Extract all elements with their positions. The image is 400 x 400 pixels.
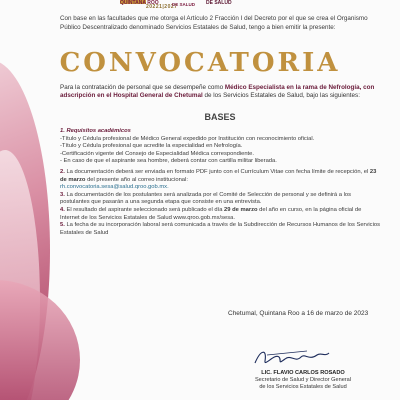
email-link[interactable]: rh.convocatoria.sesa@salud.qroo.gob.mx. [60, 184, 169, 191]
point-number: 3. [60, 191, 65, 198]
point-text: del año en curso, en la página oficial de Internet de los Servicios Estatales de Salud www.qroo.gob.mx/sesa. [60, 206, 362, 221]
requirement-item: - En caso de que el aspirante sea hombre, deberá contar con cartilla militar liberada. [60, 158, 277, 165]
point-text: El resultado del aspirante seleccionado será publicado el día [64, 206, 225, 213]
requirement-item: -Título y Cédula profesional que acredite la especialidad en Nefrología. [60, 143, 243, 150]
logo-years: 20221|2027 [146, 4, 178, 10]
signer-name: LIC. FLAVIO CARLOS ROSADO [261, 370, 345, 376]
point-item [60, 169, 382, 192]
purpose-pre: Para la contratación de personal que se desempeñe como [60, 84, 225, 91]
logo-sub: DE SALUD [172, 2, 196, 7]
bases-heading: BASES [204, 112, 236, 122]
requirement-item: -Certificación vigente del Consejo de Especialidad Médica correspondiente. [60, 150, 254, 157]
requirements-heading: 1. Requisitos académicos [60, 128, 131, 134]
signature-image [247, 343, 337, 371]
page-title: CONVOCATORIA [59, 48, 341, 78]
point-item [60, 207, 382, 222]
signer-title: Secretario de Salud y Director General [254, 377, 352, 383]
point-text: La documentación de los postulantes será analizada por el Comité de Selección de personal y se definirá a los postulantes que pasarán a una segunda etapa que consiste en una entrevista. [60, 191, 351, 206]
point-bold: 23 de marzo [60, 168, 377, 183]
point-item [60, 192, 382, 207]
point-item [60, 222, 382, 237]
signer-block [228, 370, 378, 391]
point-text: La documentación deberá ser enviada en formato PDF junto con el Currículum Vitae con fecha límite de recepción, el [64, 168, 370, 175]
purpose-post: de los Servicios Estatales de Salud, bajo las siguientes: [202, 92, 360, 100]
logo-text: QUINTANA ROO [120, 0, 159, 6]
health-logo: DE SALUD [206, 0, 232, 6]
date-line: Chetumal, Quintana Roo a 16 de marzo de 2023 [228, 310, 369, 317]
point-number: 5. [60, 222, 65, 229]
government-logo [120, 0, 210, 10]
requirement-item: -Título y Cédula profesional de Médico General expedido por Institución con reconocimiento oficial. [60, 135, 315, 142]
signer-title: de los Servicios Estatales de Salud [259, 384, 347, 390]
point-number: 2. [60, 168, 65, 175]
bases-content [60, 128, 382, 237]
point-text: del presente año al correo institucional: [85, 176, 188, 183]
point-bold: 29 de marzo [224, 206, 258, 213]
purpose-paragraph [60, 84, 380, 101]
point-text: La fecha de su incorporación laboral será comunicada a través de la Subdirección de Recursos Humanos de los Servicios Estatales de Salud [60, 222, 380, 236]
decorative-band [0, 280, 80, 400]
point-number: 4. [60, 206, 65, 213]
intro-paragraph: Con base en las facultades que me otorga el Artículo 2 Fracción I del Decreto por el que se crea el Organismo Público Descentralizado denominado Servicios Estatales de Salud, tengo a bien emitir la presente: [60, 15, 368, 31]
purpose-bold: Médico Especialista en la rama de Nefrología, con adscripción en el Hospital General de Chetumal [60, 84, 375, 100]
